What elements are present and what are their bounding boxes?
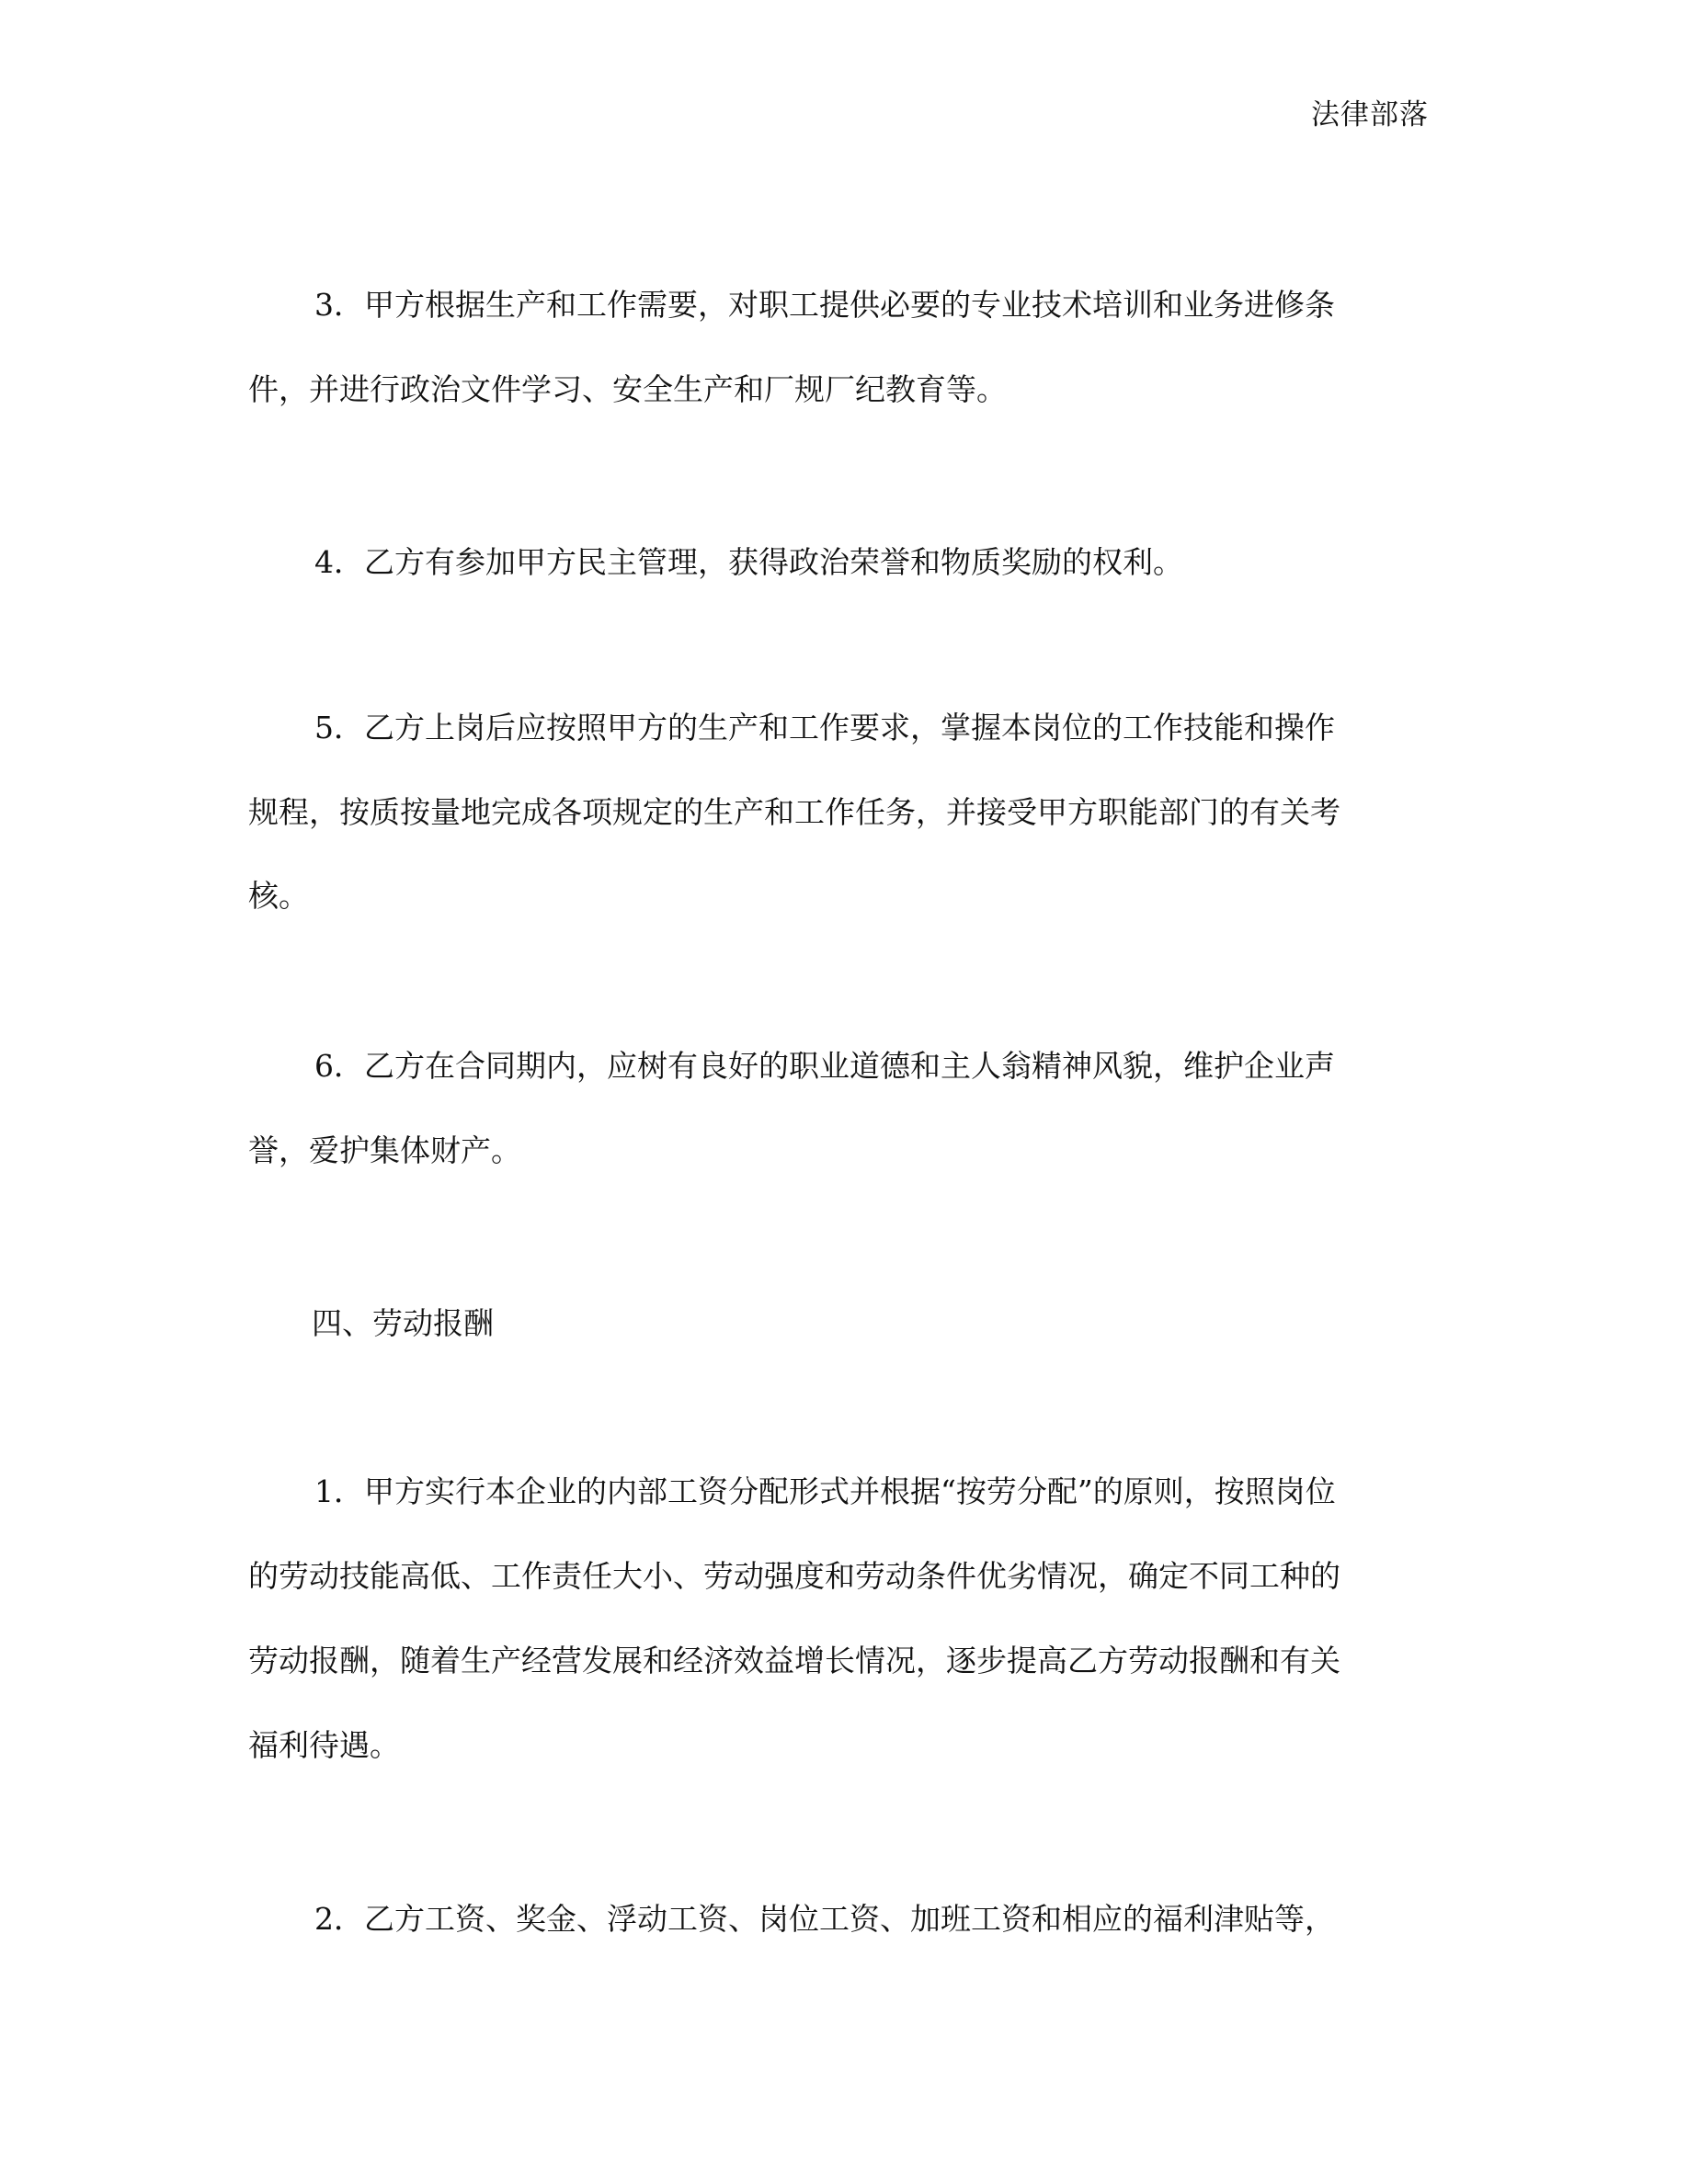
paragraph-1-line-3: 劳动报酬，随着生产经营发展和经济效益增长情况，逐步提高乙方劳动报酬和有关	[248, 1643, 1340, 1678]
page-header-title: 法律部落	[1311, 98, 1429, 131]
paragraph-3-line-2: 件，并进行政治文件学习、安全生产和厂规厂纪教育等。	[248, 371, 1007, 407]
paragraph-5-line-1: 5．乙方上岗后应按照甲方的生产和工作要求，掌握本岗位的工作技能和操作	[314, 710, 1335, 745]
paragraph-6-line-2: 誉，爱护集体财产。	[248, 1132, 521, 1168]
paragraph-6-line-1: 6．乙方在合同期内，应树有良好的职业道德和主人翁精神风貌，维护企业声	[314, 1048, 1335, 1084]
paragraph-4-line-1: 4．乙方有参加甲方民主管理，获得政治荣誉和物质奖励的权利。	[314, 544, 1183, 580]
paragraph-1-line-1: 1．甲方实行本企业的内部工资分配形式并根据“按劳分配”的原则，按照岗位	[314, 1473, 1336, 1509]
paragraph-5-line-3: 核。	[248, 878, 309, 914]
paragraph-1-line-2: 的劳动技能高低、工作责任大小、劳动强度和劳动条件优劣情况，确定不同工种的	[248, 1558, 1340, 1594]
paragraph-2-line-1: 2．乙方工资、奖金、浮动工资、岗位工资、加班工资和相应的福利津贴等，	[314, 1901, 1335, 1937]
paragraph-3-line-1: 3．甲方根据生产和工作需要，对职工提供必要的专业技术培训和业务进修条	[314, 287, 1335, 323]
section-heading: 四、劳动报酬	[312, 1305, 494, 1341]
paragraph-1-line-4: 福利待遇。	[248, 1727, 400, 1763]
paragraph-5-line-2: 规程，按质按量地完成各项规定的生产和工作任务，并接受甲方职能部门的有关考	[248, 794, 1340, 830]
